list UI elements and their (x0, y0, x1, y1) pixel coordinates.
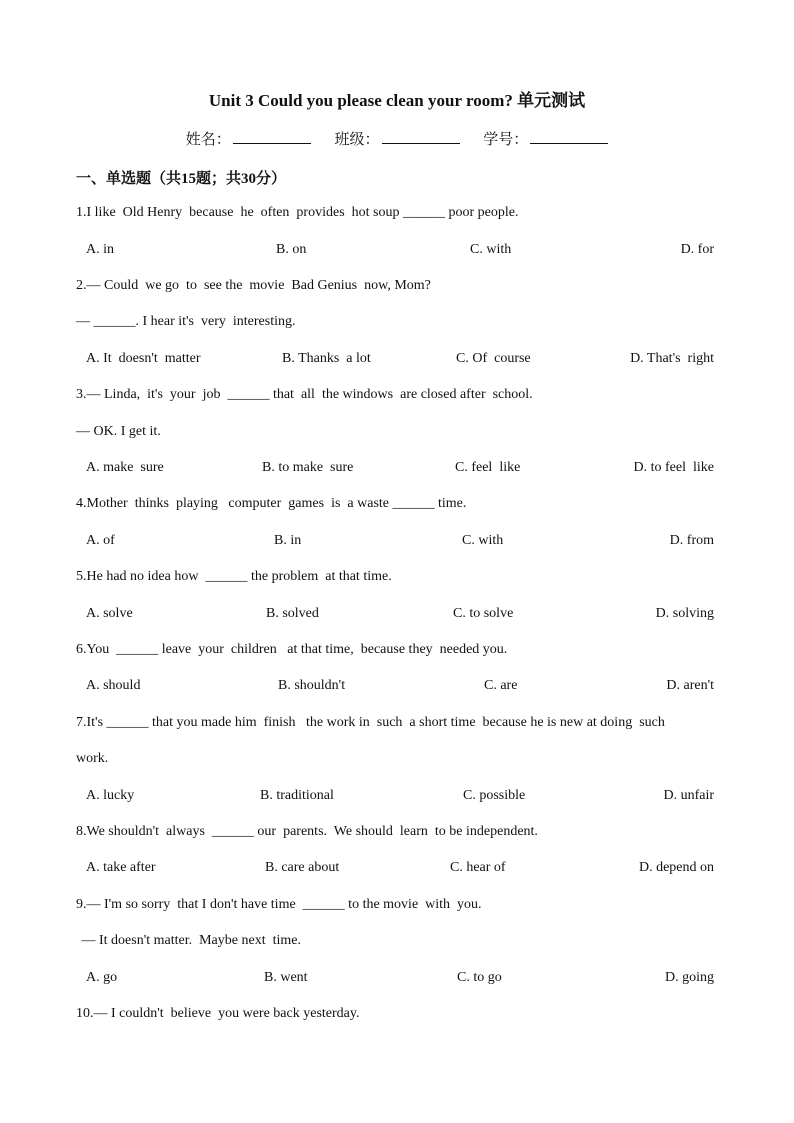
option-d: D. aren't (666, 678, 714, 693)
option-b: B. Thanks a lot (282, 351, 371, 366)
number-label: 学号： (483, 132, 529, 148)
option-b: B. in (274, 533, 302, 548)
question-5-options (86, 606, 714, 626)
option-a: A. of (86, 533, 115, 548)
option-c: C. are (484, 678, 518, 693)
option-b: B. care about (265, 860, 340, 875)
question-9-options (86, 970, 714, 990)
question-2-line-2: — ______. I hear it's very interesting. (76, 314, 296, 329)
option-b: B. on (276, 242, 307, 257)
question-1-options (86, 242, 714, 262)
option-a: A. take after (86, 860, 156, 875)
question-7-options (86, 788, 714, 808)
option-b: B. shouldn't (278, 678, 346, 693)
number-blank (530, 129, 608, 144)
option-a: A. make sure (86, 460, 164, 475)
number-field (483, 128, 608, 149)
option-d: D. depend on (638, 860, 714, 875)
option-d: D. unfair (663, 788, 714, 803)
option-b: B. solved (266, 606, 319, 621)
question-6-line-1: 6.You ______ leave your children at that time, because they needed you. (76, 642, 508, 657)
option-a: A. should (86, 678, 141, 693)
option-a: A. It doesn't matter (86, 351, 201, 366)
option-a: A. solve (86, 606, 133, 621)
option-d: D. from (669, 533, 714, 548)
option-b: B. went (264, 970, 308, 985)
question-2-options (86, 351, 714, 371)
name-field (186, 128, 311, 149)
question-8-line-1: 8.We shouldn't always ______ our parents. We should learn to be independent. (76, 824, 538, 839)
option-d: D. for (680, 242, 714, 257)
question-3-options (86, 460, 714, 480)
question-1-line-1: 1.I like Old Henry because he often provides hot soup ______ poor people. (76, 205, 519, 220)
question-8-options (86, 860, 714, 880)
class-blank (382, 129, 460, 144)
option-d: D. That's right (630, 351, 714, 366)
option-c: C. hear of (450, 860, 506, 875)
option-b: B. traditional (260, 788, 334, 803)
option-c: C. to solve (453, 606, 514, 621)
name-blank (233, 129, 311, 144)
question-10-line-1: 10.— I couldn't believe you were back yesterday. (76, 1006, 360, 1021)
option-d: D. to feel like (633, 460, 714, 475)
question-3-line-1: 3.— Linda, it's your job ______ that all the windows are closed after school. (76, 387, 533, 402)
option-a: A. go (86, 970, 118, 985)
option-c: C. with (462, 533, 504, 548)
option-c: C. Of course (456, 351, 531, 366)
section-heading: 一、单选题（共15题；共30分） (76, 171, 287, 187)
option-b: B. to make sure (262, 460, 354, 475)
option-d: D. going (665, 970, 714, 985)
question-5-line-1: 5.He had no idea how ______ the problem at that time. (76, 569, 392, 584)
question-9-line-2: — It doesn't matter. Maybe next time. (78, 933, 301, 948)
option-c: C. feel like (455, 460, 521, 475)
option-c: C. to go (457, 970, 502, 985)
question-7-line-1: 7.It's ______ that you made him finish the work in such a short time because he is new at doing such (76, 715, 665, 730)
question-3-line-2: — OK. I get it. (76, 424, 161, 439)
question-6-options (86, 678, 714, 698)
student-info (0, 128, 794, 149)
question-9-line-1: 9.— I'm so sorry that I don't have time ______ to the movie with you. (76, 897, 482, 912)
class-label: 班级： (334, 132, 380, 148)
question-4-line-1: 4.Mother thinks playing computer games is a waste ______ time. (76, 496, 467, 511)
class-field (334, 128, 459, 149)
question-4-options (86, 533, 714, 553)
option-a: A. lucky (86, 788, 135, 803)
page-title: Unit 3 Could you please clean your room? 单元测试 (208, 91, 586, 110)
question-2-line-1: 2.— Could we go to see the movie Bad Genius now, Mom? (76, 278, 431, 293)
option-c: C. possible (463, 788, 526, 803)
option-c: C. with (470, 242, 512, 257)
question-7-line-2: work. (76, 751, 109, 766)
option-a: A. in (86, 242, 114, 257)
option-d: D. solving (655, 606, 714, 621)
name-label: 姓名： (185, 132, 231, 148)
